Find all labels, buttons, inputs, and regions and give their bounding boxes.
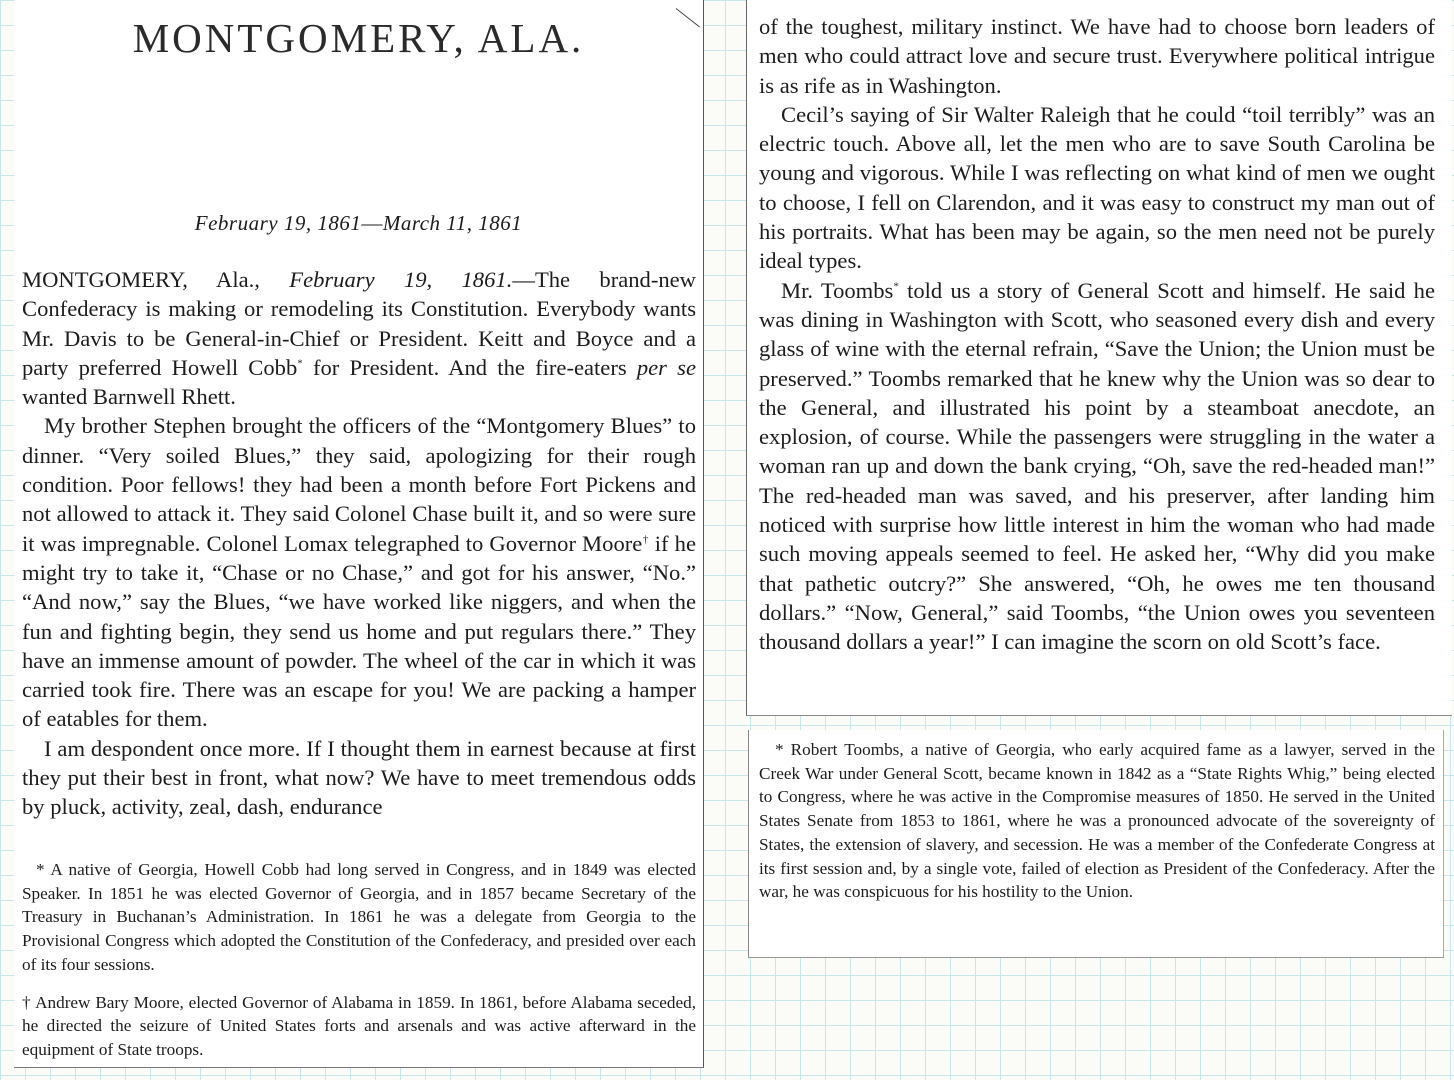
footnote-marker: † xyxy=(642,533,649,546)
left-body-text xyxy=(22,265,696,822)
paragraph xyxy=(759,276,1435,657)
right-footnote-clipping xyxy=(748,730,1444,958)
paragraph-text: for President. And the fire-eaters xyxy=(302,354,637,380)
left-footnotes xyxy=(22,858,696,1062)
entry-place: MONTGOMERY, Ala., xyxy=(22,267,290,292)
right-page-clipping xyxy=(746,0,1452,716)
paragraph-text: —The brand-new Confederacy is making or remodeling its Constitution. Everybody wants Mr. Davis to be General-in-Chief or President. Keitt and Boyce and a party preferred Howell Cobb xyxy=(22,267,697,380)
footnote-marker: * xyxy=(297,357,303,370)
paragraph xyxy=(22,411,696,733)
paragraph-text: wanted Barnwell Rhett. xyxy=(22,384,236,410)
right-footnotes xyxy=(759,738,1435,904)
footnote-cobb: * A native of Georgia, Howell Cobb had long served in Congress, and in 1849 was elected Speaker. In 1851 he was elected Governor of Georgia, and in 1857 became Secretary of the Treasury in Buchanan’s Administration. In 1861 he was a delegate from Georgia to the Provisional Congress which adopted the Constitution of the Confederacy, and presided over each of its four sessions. xyxy=(22,860,696,974)
paragraph-text: if he might try to take it, “Chase or no Chase,” and got for his answer, “No.” “And now,” say the Blues, “we have worked like niggers, and when the fun and fighting begin, they send us home and put regulars there.” They have an immense amount of powder. The wheel of the car in which it was carried took fire. There was an escape for you! We are packing a hamper of eatables for them. xyxy=(22,530,696,732)
paragraph: of the toughest, military instinct. We have had to choose born leaders of men who could attract love and secure trust. Everywhere political intrigue is as rife as in Washington. xyxy=(759,14,1435,98)
date-range-start: February 19, 1861 xyxy=(194,211,362,235)
chapter-title: MONTGOMERY, ALA. xyxy=(132,15,585,61)
date-range-separator: — xyxy=(361,211,383,235)
paragraph: Cecil’s saying of Sir Walter Raleigh that he could “toil terribly” was an electric touch. Above all, let the men who are to save South Carolina be young and vigorous. While I was reflecting on what kind of men we ought to choose, I fell on Clarendon, and it was easy to construct my man out of his portraits. What has been may be again, so the men need not be purely ideal types. xyxy=(759,101,1435,274)
paragraph-text: Mr. Toombs xyxy=(781,277,894,303)
footnote-toombs: * Robert Toombs, a native of Georgia, who early acquired fame as a lawyer, served in the Creek War under General Scott, became known in 1842 as a “State Rights Whig,” being elected to Congress, where he was active in the Compromise measures of 1850. He served in the United States Senate from 1853 to 1861, where he was a pronounced advocate of the sovereignty of States, the extension of slavery, and secession. He was a member of the Confederate Congress at its first session and, by a single vote, failed of election as President of the Confederacy. After the war, he was conspicuous for his hostility to the Union. xyxy=(759,740,1435,902)
emphasis-text: per se xyxy=(636,354,696,380)
entry-date: February 19, 1861. xyxy=(289,267,513,292)
paragraph: I am despondent once more. If I thought them in earnest because at first they put their best in front, what now? We have to meet tremendous odds by pluck, activity, zeal, dash, endurance xyxy=(22,735,696,820)
paragraph-text: My brother Stephen brought the officers of the “Montgomery Blues” to dinner. “Very soiled Blues,” they said, apologizing for their rough condition. Poor fellows! they had been a month before Fort Pickens and not allowed to attack it. They said Colonel Chase built it, and so were sure it was impregnable. Colonel Lomax telegraphed to Governor Moore xyxy=(22,413,696,556)
paragraph-text: told us a story of General Scott and himself. He said he was dining in Washington with Scott, who seasoned every dish and every glass of wine with the eternal refrain, “Save the Union; the Union must be preserved.” Toombs remarked that he knew why the Union was so dear to the General, and illustrated his point by a steamboat anecdote, an explosion, of course. While the passengers were struggling in the water a woman ran up and down the bank crying, “Oh, save the red-headed man!” The red-headed man was saved, and his preserver, after landing him noticed with surprise how little interest in him the woman who had made such moving appeals seemed to feel. He asked her, “Why did you make that pathetic outcry?” She answered, “Oh, he owes me ten thousand dollars.” “Now, General,” said Toombs, “the Union owes you seventeen thousand dollars a year!” I can imagine the scorn on old Scott’s face. xyxy=(759,277,1435,655)
footnote-moore: † Andrew Bary Moore, elected Governor of Alabama in 1859. In 1861, before Alabama seceded, he directed the seizure of United States forts and arsenals and was active afterward in the equipment of State troops. xyxy=(22,992,696,1059)
chapter-date-range xyxy=(14,211,703,236)
date-range-end: March 11, 1861 xyxy=(382,211,523,235)
left-page-clipping xyxy=(14,0,704,1068)
footnote-marker: * xyxy=(893,280,899,293)
right-body-text xyxy=(759,12,1435,657)
paragraph xyxy=(22,265,696,411)
